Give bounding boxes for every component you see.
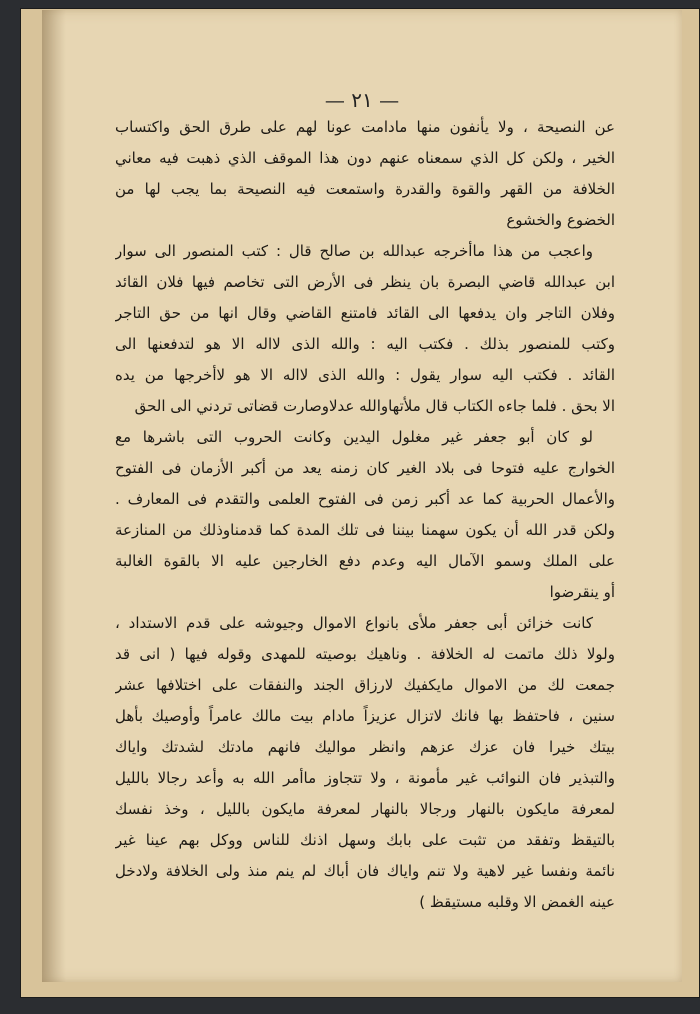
text-line: وفلان التاجر وان يدفعها الى القائد فامتنع القاضي وقال انها من حق التاجر <box>115 304 615 322</box>
text-line: الخضوع والخشوع <box>506 211 615 229</box>
text-line: بيتك خيرا فان عزك عزهم وانظر مواليك فانهم مادتك لشدتك واياك <box>115 738 615 756</box>
text-line: سنين ، فاحتفظ بها فانك لاتزال عزيزاً مادام بيت مالك عامراً وأوصيك بأهل <box>115 707 615 725</box>
text-line: واعجب من هذا ماأخرجه عبدالله بن صالح قال : كتب المنصور الى سوار <box>115 242 593 260</box>
text-line: أو ينقرضوا <box>549 583 615 601</box>
text-line: الا بحق . فلما جاءه الكتاب قال ملأتهاوالله عدلاوصارت قضاتى تردني الى الحق <box>134 397 615 415</box>
text-line: والأعمال الحربية كما عد أكبر زمن فى الفتوح العلمى والتقدم فى المعارف . <box>115 490 615 508</box>
text-line: والتبذير فان النوائب غير مأمونة ، ولا تتجاوز ماأمر الله به وأعد رجالا بالليل <box>115 769 615 787</box>
text-line: على الملك وسمو الآمال اليه وعدم دفع الخارجين عليه الا بالقوة الغالبة <box>115 552 615 570</box>
text-line: بالتيقظ وتفقد من تثبت على بابك وسهل اذنك للناس ووكل بهم عينا غير <box>115 831 615 849</box>
spine-shadow <box>42 10 66 982</box>
text-line: ولكن قدر الله أن يكون سهمنا بيننا فى تلك المدة كما قدمناوذلك من المنازعة <box>115 521 615 539</box>
body-text <box>115 112 615 918</box>
text-line: كانت خزائن أبى جعفر ملأى بانواع الاموال وجيوشه على قدم الاستداد ، <box>115 614 593 632</box>
page-number: — ٢١ — <box>324 88 400 112</box>
text-line: الخلافة من القهر والقوة والقدرة واستمعت فيه النصيحة بما يجب لها من <box>115 180 615 198</box>
text-line: الخير ، ولكن كل الذي سمعناه عنهم دون هذا الموقف الذي ذهبت فيه معاني <box>115 149 615 167</box>
text-line: لمعرفة مايكون بالنهار ورجالا بالنهار لمعرفة مايكون بالليل ، وخذ نفسك <box>115 800 615 818</box>
text-line: وكتب للمنصور بذلك . فكتب اليه : والله الذى لااله الا هو لتدفعنها الى <box>115 335 615 353</box>
text-line: الخوارج عليه فتوحا فى بلاد الغير كان زمنه يعد من أكبر الأزمان فى الفتوح <box>115 459 615 477</box>
text-line: عينه الغمض الا وقلبه مستيقظ ) <box>419 893 615 911</box>
text-line: جمعت لك من الاموال مايكفيك لارزاق الجند والنفقات على اختلافها عشر <box>115 676 615 694</box>
text-line: ولولا ذلك ماتمت له الخلافة . وناهيك بوصيته للمهدى وقوله فيها ( انى قد <box>115 645 615 663</box>
text-line: القائد . فكتب اليه سوار يقول : والله الذى لااله الا هو لاأخرجها من يده <box>115 366 615 384</box>
text-line: عن النصيحة ، ولا يأنفون منها مادامت عونا لهم على طرق الحق واكتساب <box>115 118 615 136</box>
text-line: نائمة ونفسا غير لاهية ولا تنم واياك فان أباك لم ينم منذ ولى الخلافة ولادخل <box>115 862 615 880</box>
text-line: لو كان أبو جعفر غير مغلول اليدين وكانت الحروب التى باشرها مع <box>115 428 593 446</box>
text-line: ابن عبدالله قاضي البصرة بان ينظر فى الأرض التى تخاصم فيها فلان القائد <box>115 273 615 291</box>
